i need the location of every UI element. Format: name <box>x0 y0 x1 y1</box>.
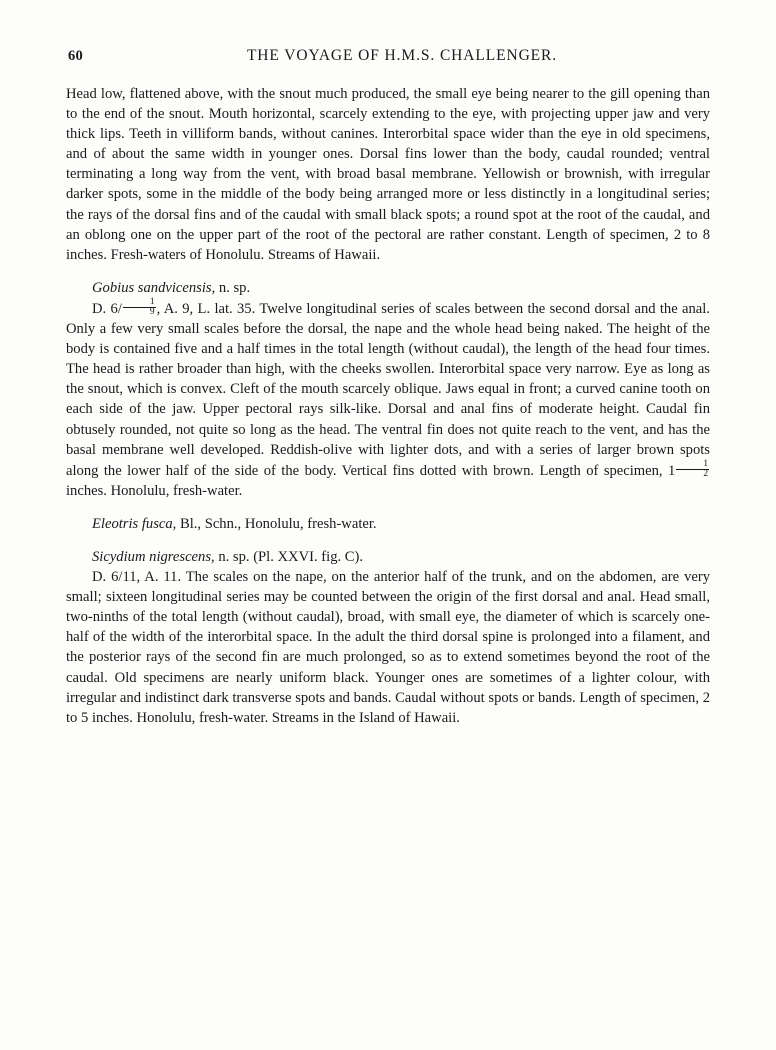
species-heading-sicydium-nigrescens <box>66 547 710 567</box>
species-heading-suffix: , Bl., Schn., Honolulu, fresh-water. <box>172 515 377 532</box>
gobius-description-text-end: inches. Honolulu, fresh-water. <box>66 482 243 499</box>
species-name: Eleotris fusca <box>92 515 173 532</box>
page-body <box>66 84 710 728</box>
paragraph-description-continued: Head low, flattened above, with the snout much produced, the small eye being nearer to the gill opening than to the end of the snout. Mouth horizontal, scarcely extending to the eye, with projecting upper jaw and very thick lips. Teeth in villiform bands, without canines. Interorbital space wider than the eye in old specimens, and of about the same width in younger ones. Dorsal fins lower than the body, caudal rounded; ventral terminating a long way from the vent, with broad basal membrane. Yellowish or brownish, with irregular darker spots, some in the middle of the body being arranged more or less distinctly in a longitudinal series; the rays of the dorsal fins and of the caudal with small black spots; a round spot at the root of the caudal, and an oblong one on the upper part of the root of the pectoral are rather constant. Length of specimen, 2 to 8 inches. Fresh-waters of Honolulu. Streams of Hawaii. <box>66 86 710 263</box>
fin-formula-prefix: D. 6/ <box>92 300 122 317</box>
running-head: THE VOYAGE OF H.M.S. CHALLENGER. <box>246 47 558 64</box>
paragraph-sicydium-description: D. 6/11, A. 11. The scales on the nape, on the anterior half of the trunk, and on the abdomen, are very small; sixteen longitudinal series may be counted between the origin of the first dorsal and anal. Head small, two-ninths of the total length (without caudal), broad, with small eye, the diameter of which is scarcely one-half of the width of the interorbital space. In the adult the third dorsal spine is prolonged into a filament, and the posterior rays of the second fin are much prolonged, so as to extend sometimes beyond the root of the caudal. Old specimens are nearly uniform black. Younger ones are sometimes of a lighter colour, with irregular and indistinct dark transverse spots and bands. Caudal without spots or bands. Length of specimen, 2 to 5 inches. Honolulu, fresh-water. Streams in the Island of Hawaii. <box>66 569 710 726</box>
species-heading-gobius-sandvicensis <box>66 278 710 298</box>
page-header <box>66 44 710 74</box>
species-heading-suffix: , n. sp. (Pl. XXVI. fig. C). <box>211 548 364 565</box>
page-number: 60 <box>68 48 84 64</box>
mixed-fraction: $\frac{1}{2}$ <box>675 463 710 479</box>
species-name: Sicydium nigrescens <box>92 548 212 565</box>
fraction-dorsal: $\frac{1}{9}$ <box>123 298 156 318</box>
species-heading-suffix: , n. sp. <box>211 279 251 296</box>
gobius-description-text: , A. 9, L. lat. 35. Twelve longitudinal series of scales between the second dorsal and the anal. Only a few very small scales before the dorsal, the nape and the whole head being naked. The height of the body is contained five and a half times in the total length (without caudal), the length of the head four times. The head is rather broader than high, with the cheeks swollen. Interorbital space very narrow. Eye as long as the snout, which is convex. Cleft of the mouth scarcely oblique. Jaws equal in front; a curved canine tooth on each side of the jaw. Upper pectoral rays silk-like. Dorsal and anal fins of moderate height. Caudal fin obtusely rounded, not quite so long as the head. The ventral fin does not quite reach to the vent, and has the basal membrane well developed. Reddish-olive with lighter dots, and with a series of larger brown spots along the lower half of the side of the body. Vertical fins dotted with brown. Length of specimen, 1 <box>66 300 710 479</box>
paragraph-gobius-description <box>66 298 710 501</box>
species-name: Gobius sandvicensis <box>92 279 212 296</box>
species-heading-eleotris-fusca <box>66 514 710 534</box>
